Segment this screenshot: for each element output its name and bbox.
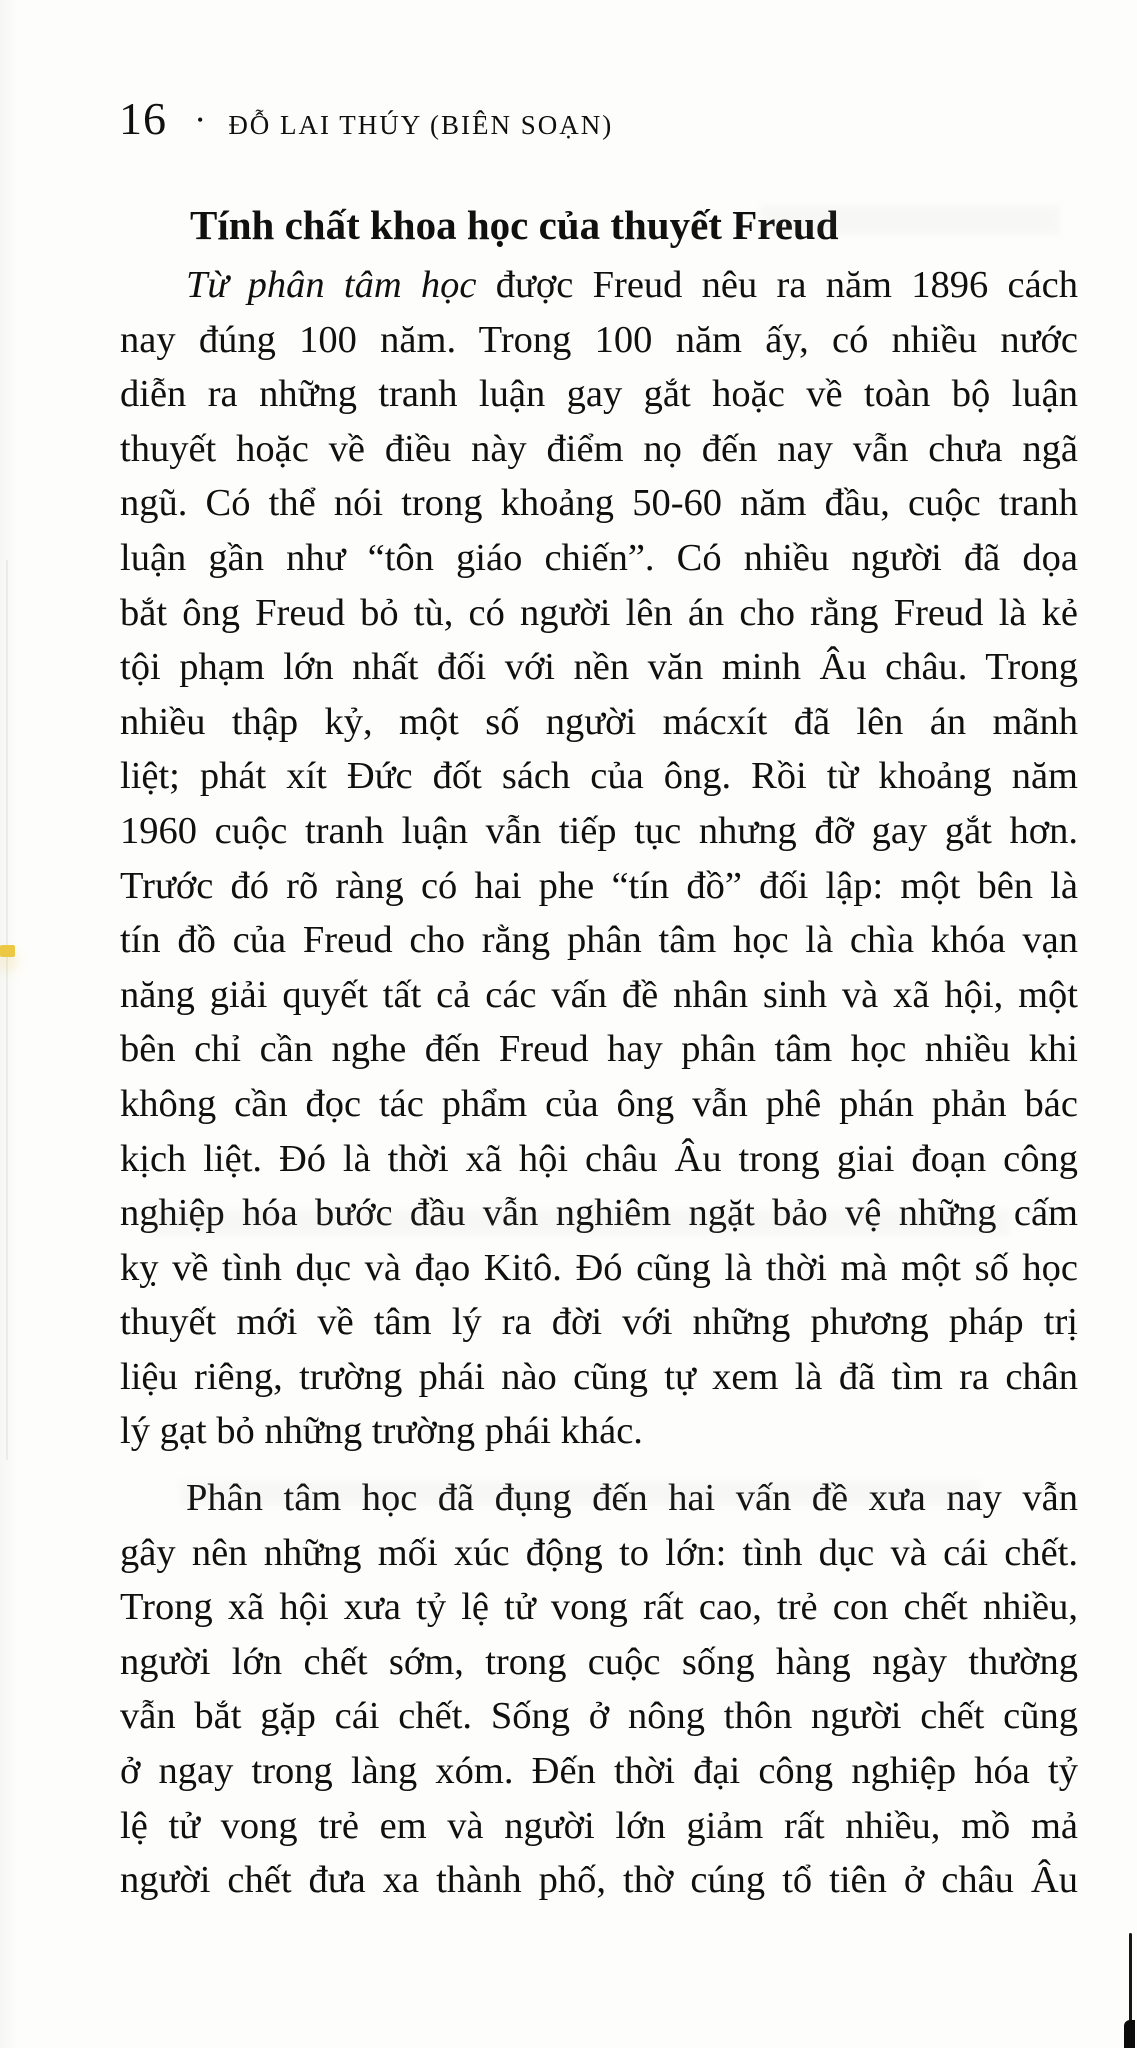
text-line: tội phạm lớn nhất đối với nền văn minh Âu châu. Trong [120, 646, 1078, 689]
text-line: kịch liệt. Đó là thời xã hội châu Âu trong giai đoạn công [120, 1137, 1078, 1180]
bleed-through-artifact [180, 1480, 980, 1506]
text-line: không cần đọc tác phẩm của ông vẫn phê phán phản bác [120, 1082, 1078, 1125]
text-line-rest: được Freud nêu ra năm 1896 cách [476, 264, 1079, 306]
running-header [119, 93, 1019, 144]
text-line: thuyết hoặc về điều này điểm nọ đến nay vẫn chưa ngã [120, 427, 1078, 470]
text-line: gây nên những mối xúc động to lớn: tình dục và cái chết. [120, 1531, 1078, 1574]
text-line: bên chỉ cần nghe đến Freud hay phân tâm học nhiều khi [120, 1028, 1078, 1071]
text-line: lý gạt bỏ những trường phái khác. [120, 1410, 643, 1453]
text-line: diễn ra những tranh luận gay gắt hoặc về toàn bộ luận [120, 373, 1078, 416]
text-line: ở ngay trong làng xóm. Đến thời đại công nghiệp hóa tỷ [120, 1750, 1078, 1793]
text-line: người chết đưa xa thành phố, thờ cúng tổ tiên ở châu Âu [120, 1859, 1078, 1902]
text-line: Trong xã hội xưa tỷ lệ tử vong rất cao, trẻ con chết nhiều, [120, 1586, 1078, 1629]
text-block [120, 196, 1078, 1908]
text-line: ngũ. Có thể nói trong khoảng 50-60 năm đầu, cuộc tranh [120, 482, 1078, 525]
bleed-through-artifact [150, 1210, 1010, 1236]
text-line: Phân tâm học đã đụng đến hai vấn đề xưa nay vẫn [186, 1477, 1078, 1520]
text-line: người lớn chết sớm, trong cuộc sống hàng ngày thường [120, 1640, 1078, 1683]
text-line: tín đồ của Freud cho rằng phân tâm học là chìa khóa vạn [120, 919, 1078, 962]
text-line: nay đúng 100 năm. Trong 100 năm ấy, có nhiều nước [120, 318, 1078, 361]
yellow-highlight-mark [0, 945, 15, 957]
paragraph-1 [120, 258, 1078, 1459]
scan-binding-blob [1124, 2020, 1135, 2048]
text-line [120, 258, 1078, 313]
scan-edge-line [6, 560, 8, 1460]
section-title: Tính chất khoa học của thuyết Freud [190, 202, 839, 248]
running-title: ĐỖ LAI THÚY (BIÊN SOẠN) [228, 110, 614, 140]
header-bullet-icon: • [197, 110, 204, 130]
text-line: bắt ông Freud bỏ tù, có người lên án cho rằng Freud là kẻ [120, 591, 1078, 634]
text-line: Trước đó rõ ràng có hai phe “tín đồ” đối lập: một bên là [120, 864, 1078, 907]
text-line: thuyết mới về tâm lý ra đời với những phương pháp trị [120, 1301, 1078, 1344]
page-number: 16 [119, 93, 167, 144]
text-line: kỵ về tình dục và đạo Kitô. Đó cũng là thời mà một số học [120, 1246, 1078, 1289]
text-line: lệ tử vong trẻ em và người lớn giảm rất nhiều, mồ mả [120, 1804, 1078, 1847]
text-line: luận gần như “tôn giáo chiến”. Có nhiều người đã dọa [120, 536, 1078, 579]
paragraph-2 [120, 1471, 1078, 1908]
text-line: năng giải quyết tất cả các vấn đề nhân sinh và xã hội, một [120, 973, 1078, 1016]
text-line: vẫn bắt gặp cái chết. Sống ở nông thôn người chết cũng [120, 1695, 1078, 1738]
text-line: liệu riêng, trường phái nào cũng tự xem là đã tìm ra chân [120, 1355, 1078, 1398]
text-line: nhiều thập kỷ, một số người mácxít đã lên án mãnh [120, 700, 1078, 743]
italic-term: Từ phân tâm học [186, 264, 477, 306]
text-line: 1960 cuộc tranh luận vẫn tiếp tục nhưng đỡ gay gắt hơn. [120, 809, 1078, 852]
bleed-through-artifact [760, 205, 1060, 235]
text-line: nghiệp hóa bước đầu vẫn nghiêm ngặt bảo vệ những cấm [120, 1192, 1078, 1235]
text-line: liệt; phát xít Đức đốt sách của ông. Rồi từ khoảng năm [120, 755, 1078, 798]
